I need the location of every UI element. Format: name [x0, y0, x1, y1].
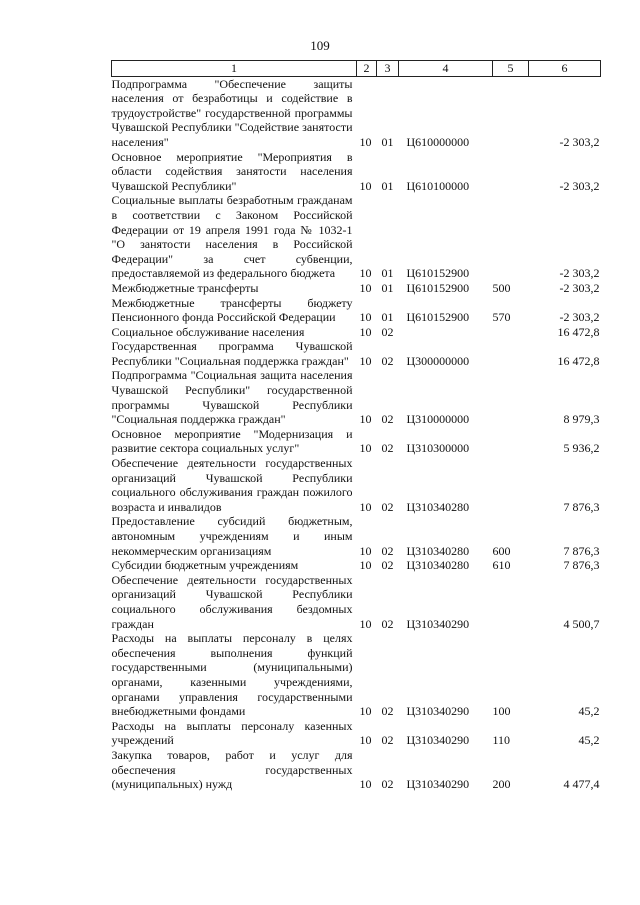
- row-subsection: 02: [381, 543, 394, 558]
- row-amount: 8 979,3: [563, 412, 600, 427]
- row-amount: 4 477,4: [563, 777, 600, 792]
- row-amount: 4 500,7: [563, 616, 600, 631]
- column-header-expense-type: 5: [493, 61, 529, 77]
- row-name: Социальное обслуживание населения: [111, 324, 305, 339]
- table-row: [112, 631, 601, 719]
- table-row: [112, 558, 601, 573]
- table-row: [112, 514, 601, 558]
- row-name: Социальные выплаты безработным гражданам в соответствии с Законом Российской Федерации от 19 апреля 1991 года № 1032-1 "О занятости населения в Российской Федерации" за счет субвенции, предоставляемой из федерального бюджета: [111, 193, 353, 281]
- row-expense-type: 600: [492, 543, 511, 558]
- row-expense-type: [493, 150, 529, 194]
- row-expense-type: 500: [492, 280, 511, 295]
- row-target-code: Ц310340280: [406, 558, 470, 573]
- row-subsection: 02: [381, 777, 394, 792]
- row-name: Обеспечение деятельности государственных организаций Чувашской Республики социального обслуживания граждан пожилого возраста и инвалидов: [111, 456, 353, 514]
- row-expense-type: [493, 573, 529, 631]
- row-name: Предоставление субсидий бюджетным, автономным учреждениям и иным некоммерческим организациям: [111, 514, 353, 558]
- row-target-code: Ц610152900: [406, 310, 470, 325]
- row-target-code: Ц610100000: [406, 178, 470, 193]
- row-section: 10: [359, 777, 372, 792]
- row-section: 10: [359, 324, 372, 339]
- row-expense-type: 110: [492, 733, 511, 748]
- row-amount: 7 876,3: [563, 558, 600, 573]
- row-amount: 7 876,3: [563, 499, 600, 514]
- row-expense-type: [493, 427, 529, 456]
- table-row: [112, 193, 601, 281]
- row-target-code: Ц310340290: [406, 733, 470, 748]
- row-target-code: Ц310340290: [406, 704, 470, 719]
- row-name: Межбюджетные трансферты бюджету Пенсионного фонда Российской Федерации: [111, 295, 353, 325]
- row-section: 10: [359, 733, 372, 748]
- row-expense-type: [493, 368, 529, 426]
- column-header-section: 2: [357, 61, 377, 77]
- row-expense-type: [493, 325, 529, 340]
- row-section: 10: [359, 704, 372, 719]
- row-amount: 16 472,8: [557, 353, 600, 368]
- row-name: Межбюджетные трансферты: [111, 280, 259, 295]
- row-target-code: Ц610152900: [406, 266, 470, 281]
- row-subsection: 02: [381, 499, 394, 514]
- row-section: 10: [359, 266, 372, 281]
- row-section: 10: [359, 499, 372, 514]
- row-amount: 45,2: [578, 733, 600, 748]
- row-expense-type: 610: [492, 558, 511, 573]
- row-section: 10: [359, 412, 372, 427]
- row-section: 10: [359, 353, 372, 368]
- row-subsection: 02: [381, 616, 394, 631]
- row-target-code: Ц310000000: [406, 412, 470, 427]
- row-section: 10: [359, 310, 372, 325]
- table-row: [112, 339, 601, 368]
- page-number: 109: [310, 38, 330, 53]
- row-section: 10: [359, 280, 372, 295]
- row-subsection: 02: [381, 412, 394, 427]
- row-expense-type: 100: [492, 704, 511, 719]
- row-expense-type: [493, 456, 529, 514]
- row-subsection: 02: [381, 733, 394, 748]
- row-target-code: Ц310340290: [406, 777, 470, 792]
- row-target-code: [399, 325, 493, 340]
- row-amount: -2 303,2: [559, 134, 600, 149]
- row-subsection: 02: [381, 441, 394, 456]
- row-name: Расходы на выплаты персоналу казенных учреждений: [111, 718, 353, 748]
- row-name: Основное мероприятие "Модернизация и развитие сектора социальных услуг": [111, 426, 353, 456]
- row-expense-type: [493, 193, 529, 281]
- row-amount: 45,2: [578, 704, 600, 719]
- row-subsection: 02: [381, 704, 394, 719]
- table-row: [112, 325, 601, 340]
- table-row: [112, 719, 601, 748]
- row-amount: 16 472,8: [557, 324, 600, 339]
- column-number-header-row: [112, 61, 601, 77]
- row-expense-type: [493, 339, 529, 368]
- column-header-name: 1: [112, 61, 357, 77]
- table-row: [112, 368, 601, 426]
- table-row: [112, 573, 601, 631]
- row-target-code: Ц310340290: [406, 616, 470, 631]
- row-name: Закупка товаров, работ и услуг для обеспечения государственных (муниципальных) нужд: [111, 747, 353, 792]
- row-target-code: Ц610000000: [406, 134, 470, 149]
- row-subsection: 02: [381, 558, 394, 573]
- row-section: 10: [359, 134, 372, 149]
- column-header-target-code: 4: [399, 61, 493, 77]
- row-name: Основное мероприятие "Мероприятия в области содействия занятости населения Чувашской Республики": [111, 149, 353, 193]
- table-body: [112, 76, 601, 792]
- row-subsection: 01: [381, 310, 394, 325]
- row-subsection: 01: [381, 266, 394, 281]
- row-amount: 5 936,2: [563, 441, 600, 456]
- row-section: 10: [359, 558, 372, 573]
- table-row: [112, 427, 601, 456]
- table-row: [112, 748, 601, 792]
- row-amount: -2 303,2: [559, 310, 600, 325]
- row-subsection: 02: [381, 353, 394, 368]
- row-name: Расходы на выплаты персоналу в целях обеспечения выполнения функций государственными (муниципальными) органами, казенными учреждениями, органами управления государственными внебюджетными фондами: [111, 631, 353, 719]
- table-row: [112, 296, 601, 325]
- column-header-subsection: 3: [377, 61, 399, 77]
- row-name: Субсидии бюджетным учреждениям: [111, 558, 299, 573]
- table-row: [112, 150, 601, 194]
- row-name: Подпрограмма "Обеспечение защиты населения от безработицы и содействие в трудоустройстве" государственной программы Чувашской Республики "Содействие занятости населения": [111, 76, 353, 149]
- row-section: 10: [359, 616, 372, 631]
- row-subsection: 01: [381, 134, 394, 149]
- column-header-amount: 6: [529, 61, 601, 77]
- row-section: 10: [359, 441, 372, 456]
- row-target-code: Ц610152900: [406, 280, 470, 295]
- row-amount: -2 303,2: [559, 178, 600, 193]
- table-row: [112, 281, 601, 296]
- row-name: Подпрограмма "Социальная защита населения Чувашской Республики" государственной программы Чувашской Республики "Социальная поддержка граждан": [111, 368, 353, 427]
- row-target-code: Ц310340280: [406, 543, 470, 558]
- row-subsection: 01: [381, 178, 394, 193]
- row-amount: -2 303,2: [559, 266, 600, 281]
- budget-table: [111, 60, 601, 792]
- row-expense-type: 200: [492, 777, 511, 792]
- row-name: Обеспечение деятельности государственных организаций Чувашской Республики социального обслуживания бездомных граждан: [111, 572, 353, 631]
- row-amount: 7 876,3: [563, 543, 600, 558]
- table-row: [112, 76, 601, 149]
- table-row: [112, 456, 601, 514]
- row-target-code: Ц300000000: [406, 353, 470, 368]
- row-subsection: 01: [381, 280, 394, 295]
- row-subsection: 02: [381, 324, 394, 339]
- row-target-code: Ц310300000: [406, 441, 470, 456]
- row-amount: -2 303,2: [559, 280, 600, 295]
- row-section: 10: [359, 178, 372, 193]
- row-name: Государственная программа Чувашской Республики "Социальная поддержка граждан": [111, 339, 353, 368]
- row-target-code: Ц310340280: [406, 499, 470, 514]
- row-section: 10: [359, 543, 372, 558]
- row-expense-type: 570: [492, 310, 511, 325]
- row-expense-type: [493, 76, 529, 149]
